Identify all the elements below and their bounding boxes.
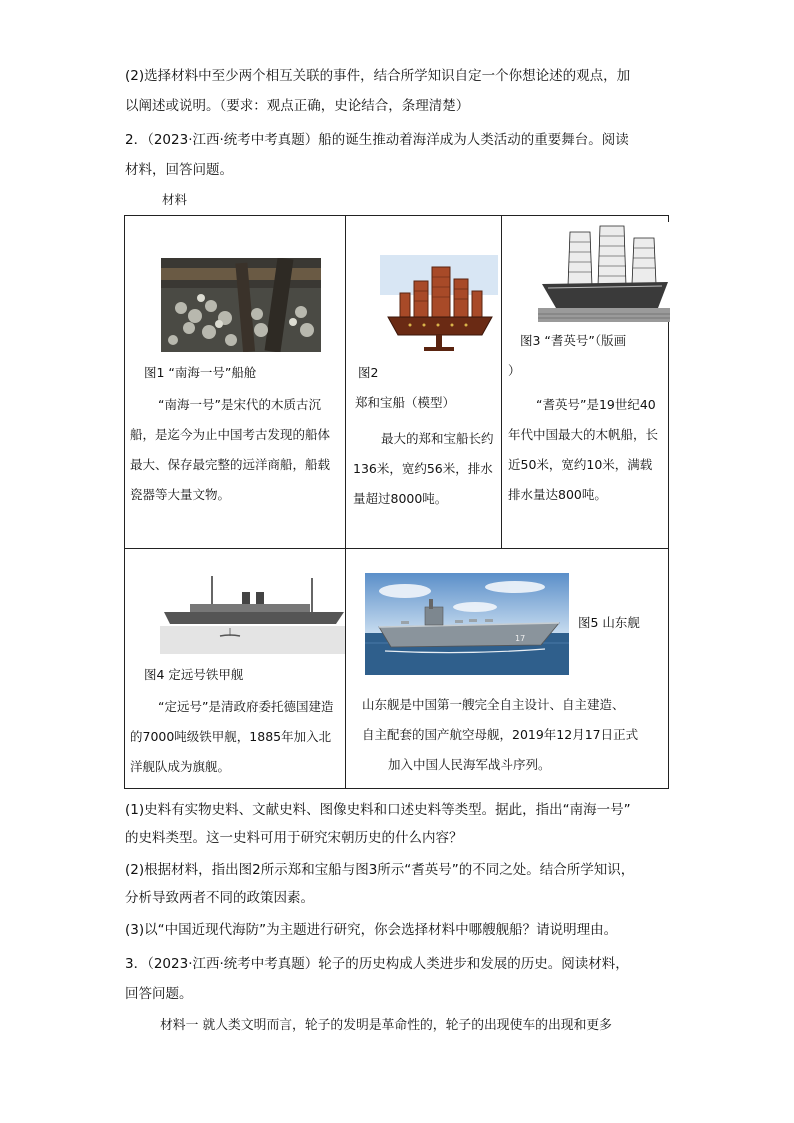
q2-sub1-line1: (1)史料有实物史料、文献史料、图像史料和口述史料等类型。据此，指出“南海一号” [125, 802, 631, 818]
fig3-text: “耆英号”是19世纪40年代中国最大的木帆船，长近50米，宽约10米，满载排水量达800吨。 [508, 397, 659, 502]
fig5-text-line3: 加入中国人民海军战斗序列。 [388, 757, 551, 772]
q3-material1: 材料一 就人类文明而言，轮子的发明是革命性的，轮子的出现使车的出现和更多 [160, 1018, 612, 1033]
fig5-text-line1: 山东舰是中国第一艘完全自主设计、自主建造、 [362, 697, 625, 712]
fig1-text: “南海一号”是宋代的木质古沉船，是迄今为止中国考古发现的船体最大、保存最完整的远洋商船，船载瓷器等大量文物。 [130, 397, 331, 502]
fig2-caption: 图2 [358, 365, 379, 380]
q2-stem-line2: 材料，回答问题。 [125, 162, 233, 178]
fig2-text: 最大的郑和宝船长约136米，宽约56米，排水量超过8000吨。 [353, 431, 494, 506]
fig3-caption-line2: ） [508, 363, 521, 378]
keying-junk-print [538, 222, 670, 322]
fig2-subcaption: 郑和宝船（模型） [355, 395, 456, 410]
treasure-ship-model [380, 255, 498, 355]
q2-sub3: (3)以“中国近现代海防”为主题进行研究，你会选择材料中哪艘舰船？请说明理由。 [125, 922, 618, 938]
q3-stem-line1: 3．（2023·江西·统考中考真题）轮子的历史构成人类进步和发展的历史。阅读材料， [125, 956, 629, 972]
fig3-caption-line1: 图3 “耆英号”（版画 [520, 333, 627, 348]
fig5-caption: 图5 山东舰 [578, 615, 640, 630]
fig5-text-line2: 自主配套的国产航空母舰，2019年12月17日正式 [362, 727, 639, 742]
q2-stem-line1: 2．（2023·江西·统考中考真题）船的诞生推动着海洋成为人类活动的重要舞台。阅读 [125, 132, 629, 148]
fig4-text: “定远号”是清政府委托德国建造的7000吨级铁甲舰，1885年加入北洋舰队成为旗舰。 [130, 699, 334, 774]
q1-part2-line1: (2)选择材料中至少两个相互关联的事件，结合所学知识自定一个你想论述的观点，加 [125, 68, 631, 84]
shipwreck-photo [161, 258, 321, 352]
svg-text:17: 17 [515, 634, 526, 643]
dingyuan-ironclad-photo [160, 570, 345, 654]
q1-part2-line2: 以阐述或说明。（要求：观点正确，史论结合，条理清楚） [125, 98, 470, 114]
q2-sub2-line2: 分析导致两者不同的政策因素。 [125, 890, 314, 906]
fig1-caption: 图1 “南海一号”船舱 [144, 365, 257, 380]
fig4-caption: 图4 定远号铁甲舰 [144, 667, 244, 682]
material-label: 材料 [162, 192, 188, 207]
q3-stem-line2: 回答问题。 [125, 986, 193, 1002]
q2-sub2-line1: (2)根据材料，指出图2所示郑和宝船与图3所示“耆英号”的不同之处。结合所学知识， [125, 862, 635, 878]
q2-sub1-line2: 的史料类型。这一史料可用于研究宋朝历史的什么内容？ [125, 830, 463, 846]
shandong-carrier-photo [365, 573, 569, 675]
